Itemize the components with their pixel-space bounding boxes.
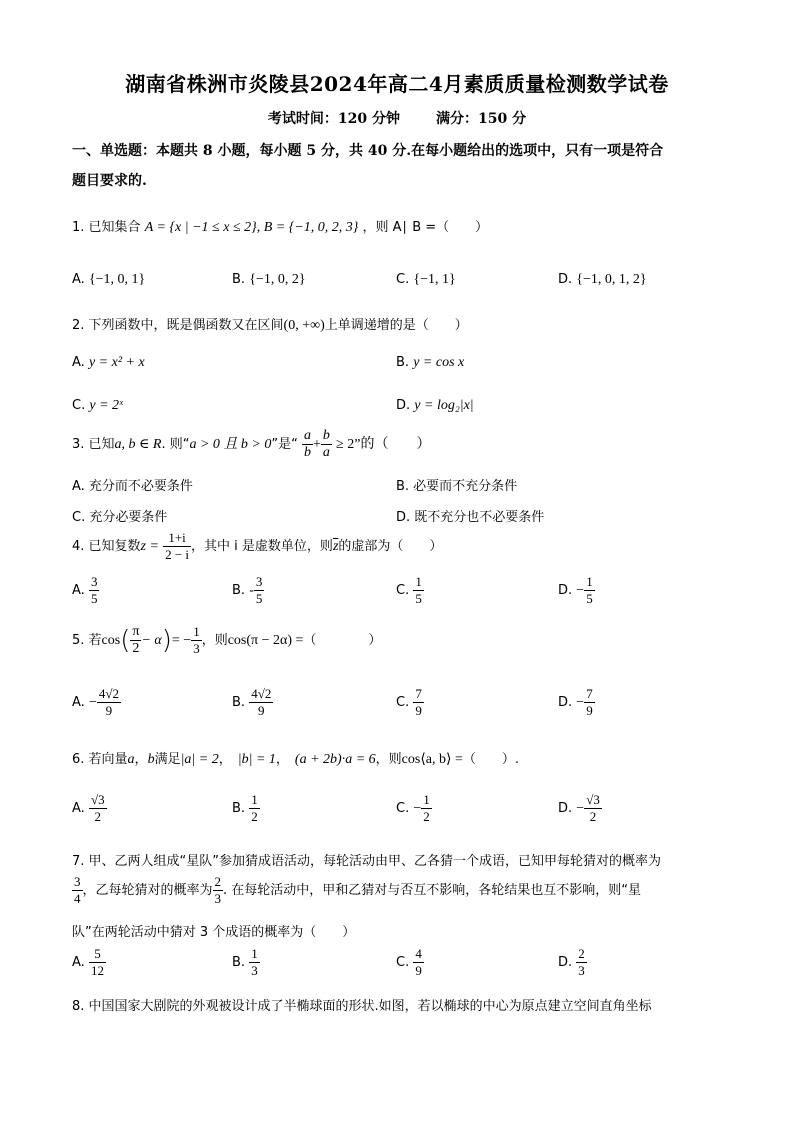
q2-option-d: D. y = log₂|x| <box>396 398 474 413</box>
q4-frac: $\frac{1+i}{2 - i}$ <box>165 530 190 562</box>
question-6-stem: 6. 若向量a，b满足|a| = 2， |b| = 1， (a + 2b)·a = 6，则cos⟨a, b⟩ =（ ）. <box>72 752 519 767</box>
q5-option-d: D. − $\frac{7}{9}$ <box>558 686 593 718</box>
q6-option-b: B. $\frac{1}{2}$ <box>232 792 258 824</box>
q7-option-b: B. $\frac{1}{3}$ <box>232 946 258 978</box>
q4-option-d: D. − $\frac{1}{5}$ <box>558 574 593 606</box>
q7-option-a: A. $\frac{5}{12}$ <box>72 946 104 978</box>
q6-option-a: A. $\frac{√3}{2}$ <box>72 792 105 824</box>
question-8-line1: 8. 中国国家大剧院的外观被设计成了半椭球面的形状.如图，若以椭球的中心为原点建立空间直角坐标 <box>72 999 652 1014</box>
question-4-stem: 4. 已知复数z = $\frac{1+i}{2 - i}$ ，其中 i 是虚数单位，则$\overline{z}$的虚部为（ ） <box>72 530 443 562</box>
exam-title: 湖南省株洲市炎陵县2024年高二4月素质质量检测数学试卷 <box>125 72 669 96</box>
q3-option-c: C. 充分必要条件 <box>72 510 168 525</box>
question-7-line1: 7. 甲、乙两人组成“星队”参加猜成语活动，每轮活动由甲、乙各猜一个成语，已知甲每轮猜对的概率为 <box>72 854 662 869</box>
q3-option-a: A. 充分而不必要条件 <box>72 479 193 494</box>
q5-option-c: C. $\frac{7}{9}$ <box>396 686 422 718</box>
q4-option-a: A. $\frac{3}{5}$ <box>72 574 98 606</box>
q3-option-b: B. 必要而不充分条件 <box>396 479 518 494</box>
q4-option-c: C. $\frac{1}{5}$ <box>396 574 422 606</box>
q4-option-b: B. - $\frac{3}{5}$ <box>232 574 263 606</box>
question-3-stem: 3. 已知a, b ∈ R. 则“a > 0 且 b > 0”是“ $\frac{a}{b}$ + $\frac{b}{a}$ ≥ 2”的（ ） <box>72 428 431 460</box>
section1-line2: 题目要求的. <box>72 173 147 189</box>
q1-option-a: A. {−1, 0, 1} <box>72 272 146 287</box>
q1-option-d: D. {−1, 0, 1, 2} <box>558 272 647 287</box>
question-7-line3: 队”在两轮活动中猜对 3 个成语的概率为（ ） <box>72 925 356 940</box>
q7-option-d: D. $\frac{2}{3}$ <box>558 946 585 978</box>
exam-time: 考试时间：120 分钟 <box>267 111 400 127</box>
section1-line1: 一、单选题：本题共 8 小题，每小题 5 分，共 40 分.在每小题给出的选项中，只有一项是符合 <box>72 143 664 159</box>
q5-option-a: A. − $\frac{4√2}{9}$ <box>72 686 119 718</box>
q2-option-c: C. y = 2ˣ <box>72 398 123 413</box>
q7-option-c: C. $\frac{4}{9}$ <box>396 946 422 978</box>
question-1-stem: 1. 已知集合 A = {x | −1 ≤ x ≤ 2}, B = {−1, 0, 2, 3} ，则 A∣ B =（ ） <box>72 220 489 235</box>
q3-option-d: D. 既不充分也不必要条件 <box>396 510 545 525</box>
q2-option-a: A. y = x² + x <box>72 355 145 370</box>
question-2-stem: 2. 下列函数中，既是偶函数又在区间(0, +∞)上单调递增的是（ ） <box>72 318 468 333</box>
question-5-stem: 5. 若cos( $\frac{\pi}{2}$ − α)= − $\frac{1}{3}$ ，则cos(π − 2α) =（ ） <box>72 624 382 656</box>
q3-frac-ab: $\frac{a}{b}$ <box>304 428 311 460</box>
exam-info <box>0 108 794 128</box>
q1-option-b: B. {−1, 0, 2} <box>232 272 306 287</box>
question-7-line2: $\frac{3}{4}$ ，乙每轮猜对的概率为 $\frac{2}{3}$ . 在每轮活动中，甲和乙猜对与否互不影响，各轮结果也互不影响，则“星 <box>74 874 642 906</box>
q6-option-c: C. − $\frac{1}{2}$ <box>396 792 430 824</box>
q1-option-c: C. {−1, 1} <box>396 272 456 287</box>
q2-option-b: B. y = cos x <box>396 355 465 370</box>
exam-score: 满分：150 分 <box>436 111 527 127</box>
q3-frac-ba: $\frac{b}{a}$ <box>322 428 330 460</box>
q6-option-d: D. − $\frac{√3}{2}$ <box>558 792 600 824</box>
q5-option-b: B. $\frac{4√2}{9}$ <box>232 686 272 718</box>
